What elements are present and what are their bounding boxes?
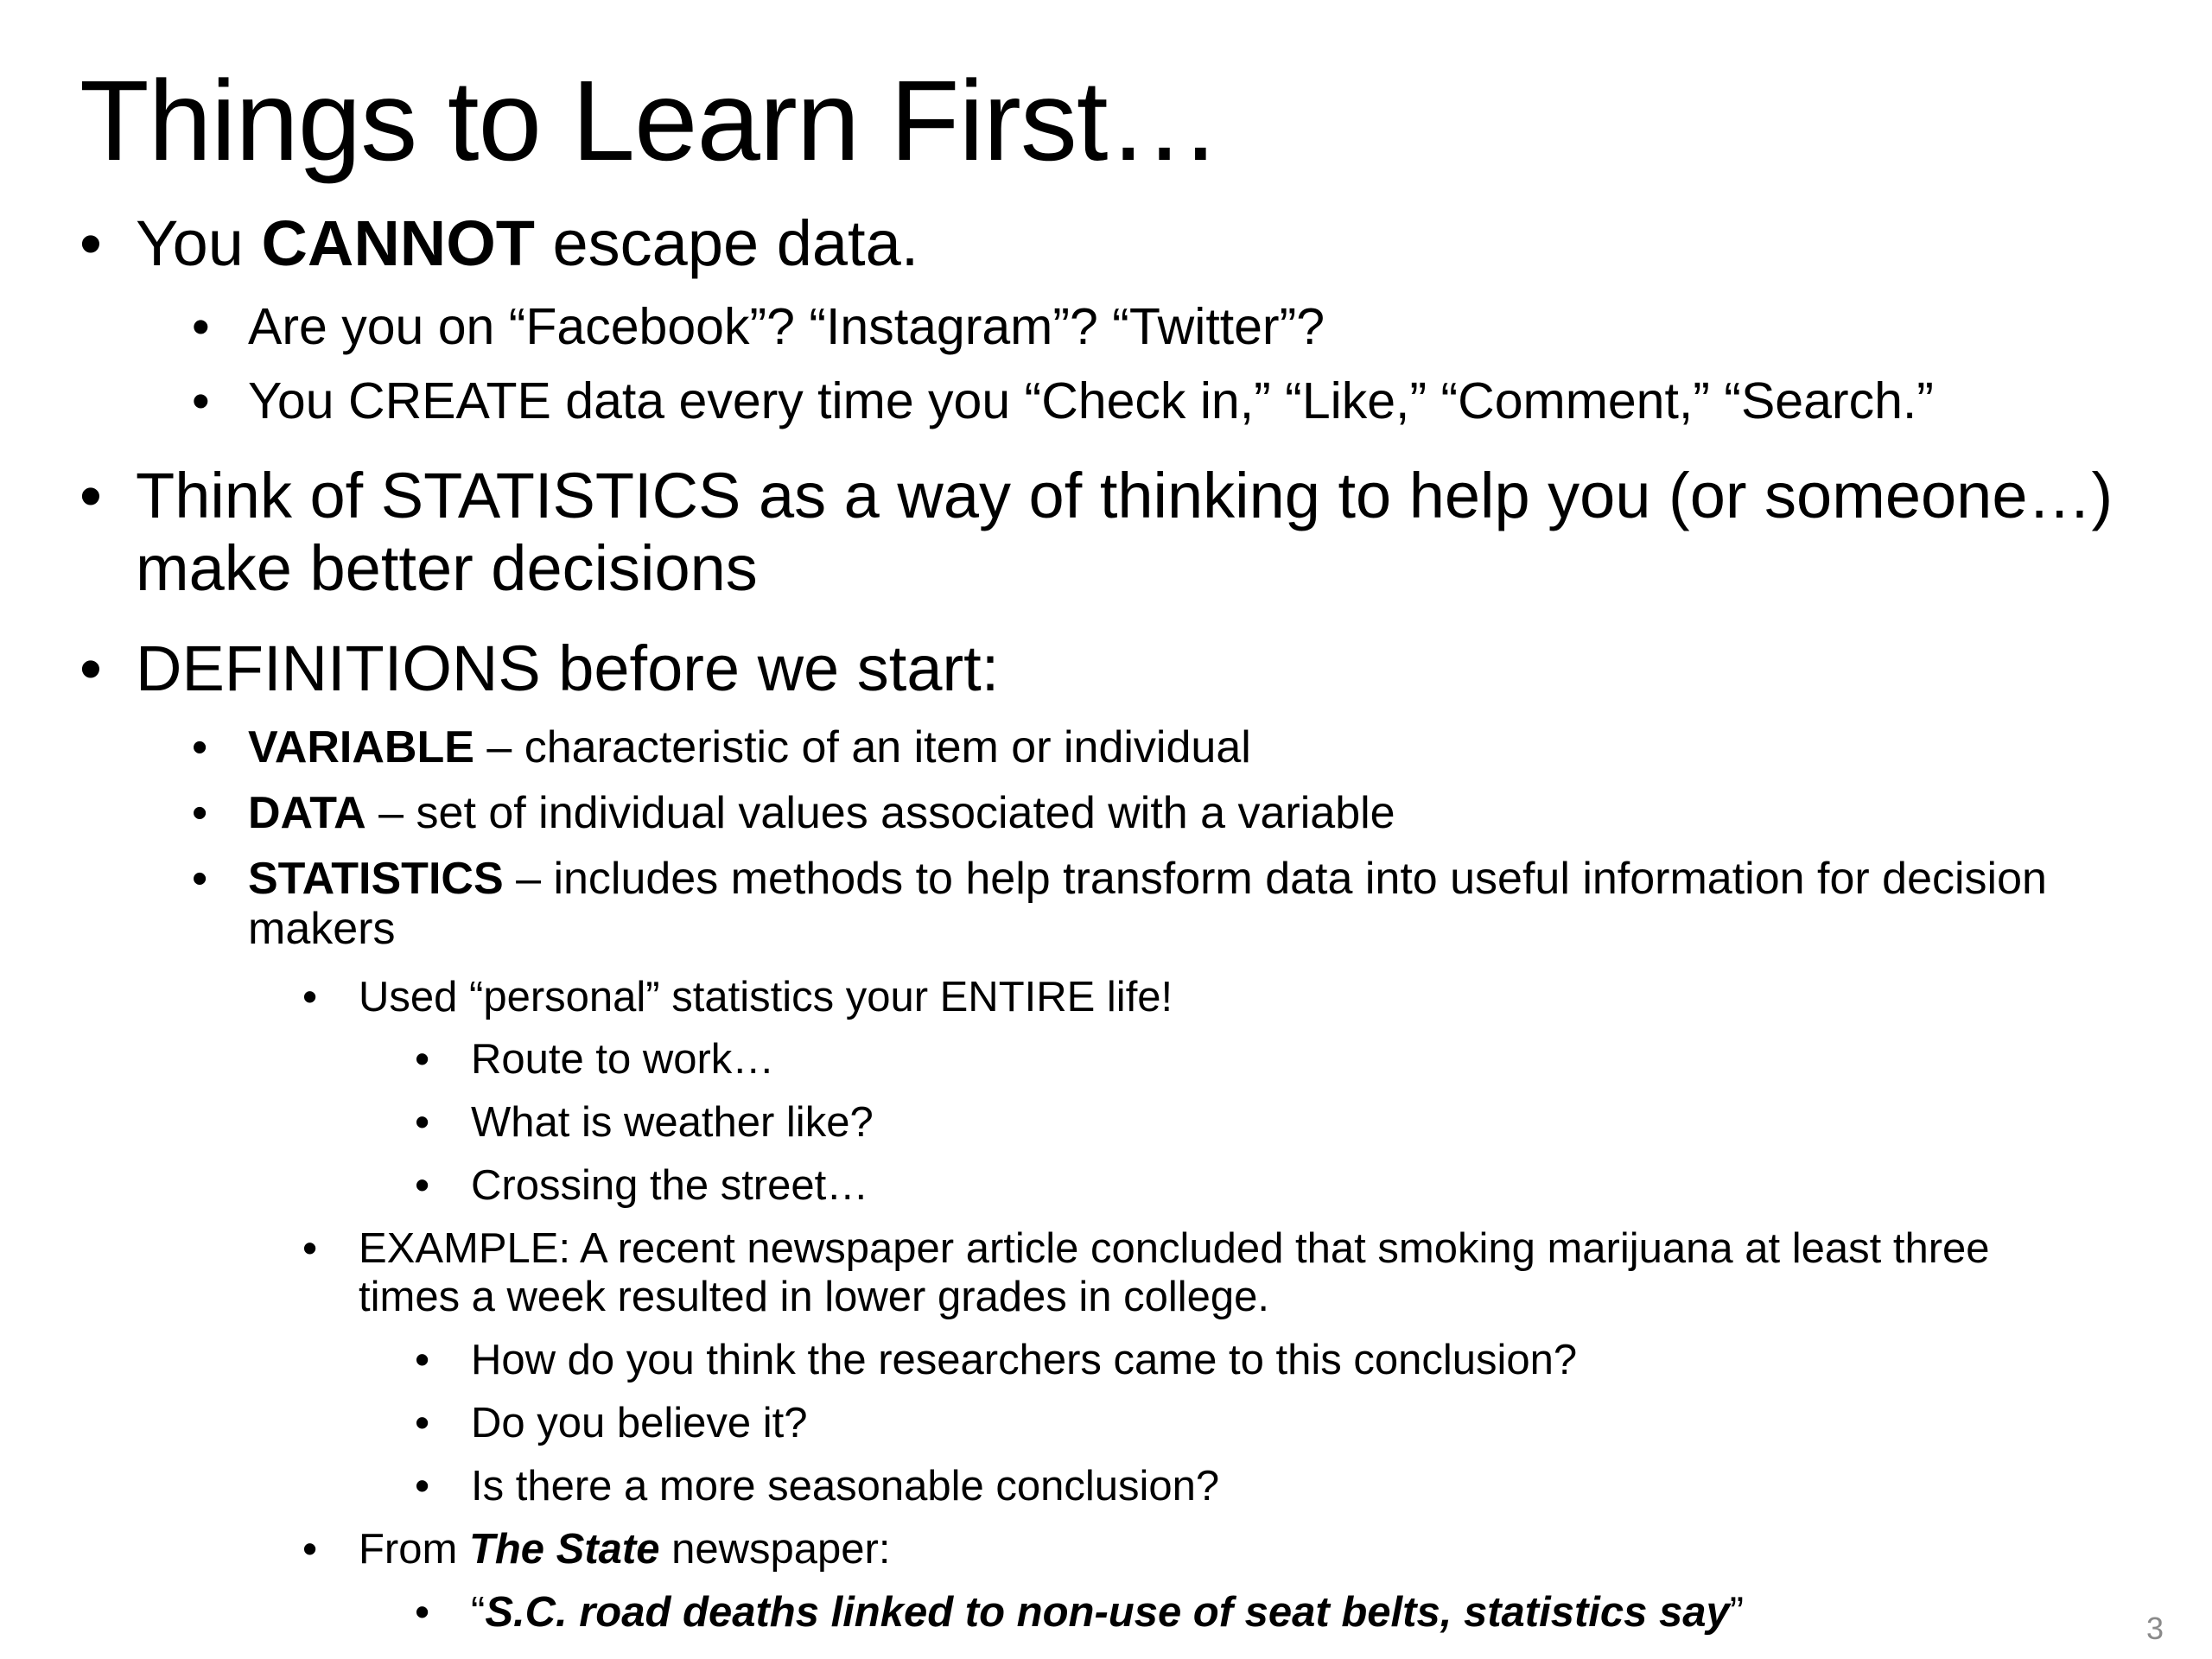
bullet-text-line-2: makers <box>248 904 396 954</box>
bullet-marker: • <box>79 632 102 704</box>
bullet-marker: • <box>415 1400 430 1446</box>
bullet-text: From The State newspaper: <box>359 1526 891 1573</box>
bullet-marker: • <box>415 1036 430 1083</box>
bullet-text-line-1: Think of STATISTICS as a way of thinking to help you (or someone…) <box>136 460 2113 531</box>
bullet-text: Used “personal” statistics your ENTIRE life! <box>359 974 1173 1020</box>
bullet-text-line-2: make better decisions <box>136 532 758 604</box>
bullet-text: Are you on “Facebook”? “Instagram”? “Twitter”? <box>248 298 1325 355</box>
bullet-text: Is there a more seasonable conclusion? <box>471 1463 1220 1510</box>
bullet-text-line-1: EXAMPLE: A recent newspaper article concluded that smoking marijuana at least three <box>359 1225 1990 1272</box>
bullet-text: DATA – set of individual values associated with a variable <box>248 788 1395 838</box>
page-number: 3 <box>2145 1611 2164 1646</box>
bullet-marker: • <box>415 1337 430 1383</box>
bullet-marker: • <box>79 207 102 279</box>
bullet-marker: • <box>192 788 208 838</box>
term-data: DATA <box>248 788 366 838</box>
bullet-marker: • <box>415 1463 430 1510</box>
emphasis-cannot: CANNOT <box>261 207 535 279</box>
bullet-text: Crossing the street… <box>471 1162 869 1209</box>
bullet-text: How do you think the researchers came to this conclusion? <box>471 1337 1578 1383</box>
bullet-marker: • <box>415 1589 430 1636</box>
term-statistics: STATISTICS <box>248 854 504 904</box>
bullet-text: “S.C. road deaths linked to non-use of seat belts, statistics say” <box>471 1589 1745 1636</box>
term-variable: VARIABLE <box>248 722 474 772</box>
bullet-marker: • <box>192 298 210 355</box>
bullet-text: Route to work… <box>471 1036 775 1083</box>
bullet-text-line-2: times a week resulted in lower grades in college. <box>359 1274 1270 1320</box>
bullet-marker: • <box>192 372 210 429</box>
bullet-text: You CREATE data every time you “Check in,” “Like,” “Comment,” “Search.” <box>248 372 1934 429</box>
slide-title: Things to Learn First… <box>79 57 1221 184</box>
bullet-text: What is weather like? <box>471 1099 874 1146</box>
bullet-text: DEFINITIONS before we start: <box>136 632 1000 704</box>
bullet-marker: • <box>302 1225 318 1272</box>
bullet-marker: • <box>415 1162 430 1209</box>
bullet-marker: • <box>192 722 208 772</box>
bullet-text: You CANNOT escape data. <box>136 207 919 279</box>
bullet-marker: • <box>302 1526 318 1573</box>
newspaper-name: The State <box>468 1526 660 1573</box>
bullet-marker: • <box>192 854 208 904</box>
bullet-text: VARIABLE – characteristic of an item or individual <box>248 722 1251 772</box>
bullet-text-line-1: STATISTICS – includes methods to help transform data into useful information for decision <box>248 854 2047 904</box>
headline-quote: S.C. road deaths linked to non-use of seat belts, statistics say <box>485 1589 1730 1636</box>
bullet-marker: • <box>302 974 318 1020</box>
bullet-marker: • <box>79 460 102 531</box>
bullet-text: Do you believe it? <box>471 1400 808 1446</box>
bullet-marker: • <box>415 1099 430 1146</box>
